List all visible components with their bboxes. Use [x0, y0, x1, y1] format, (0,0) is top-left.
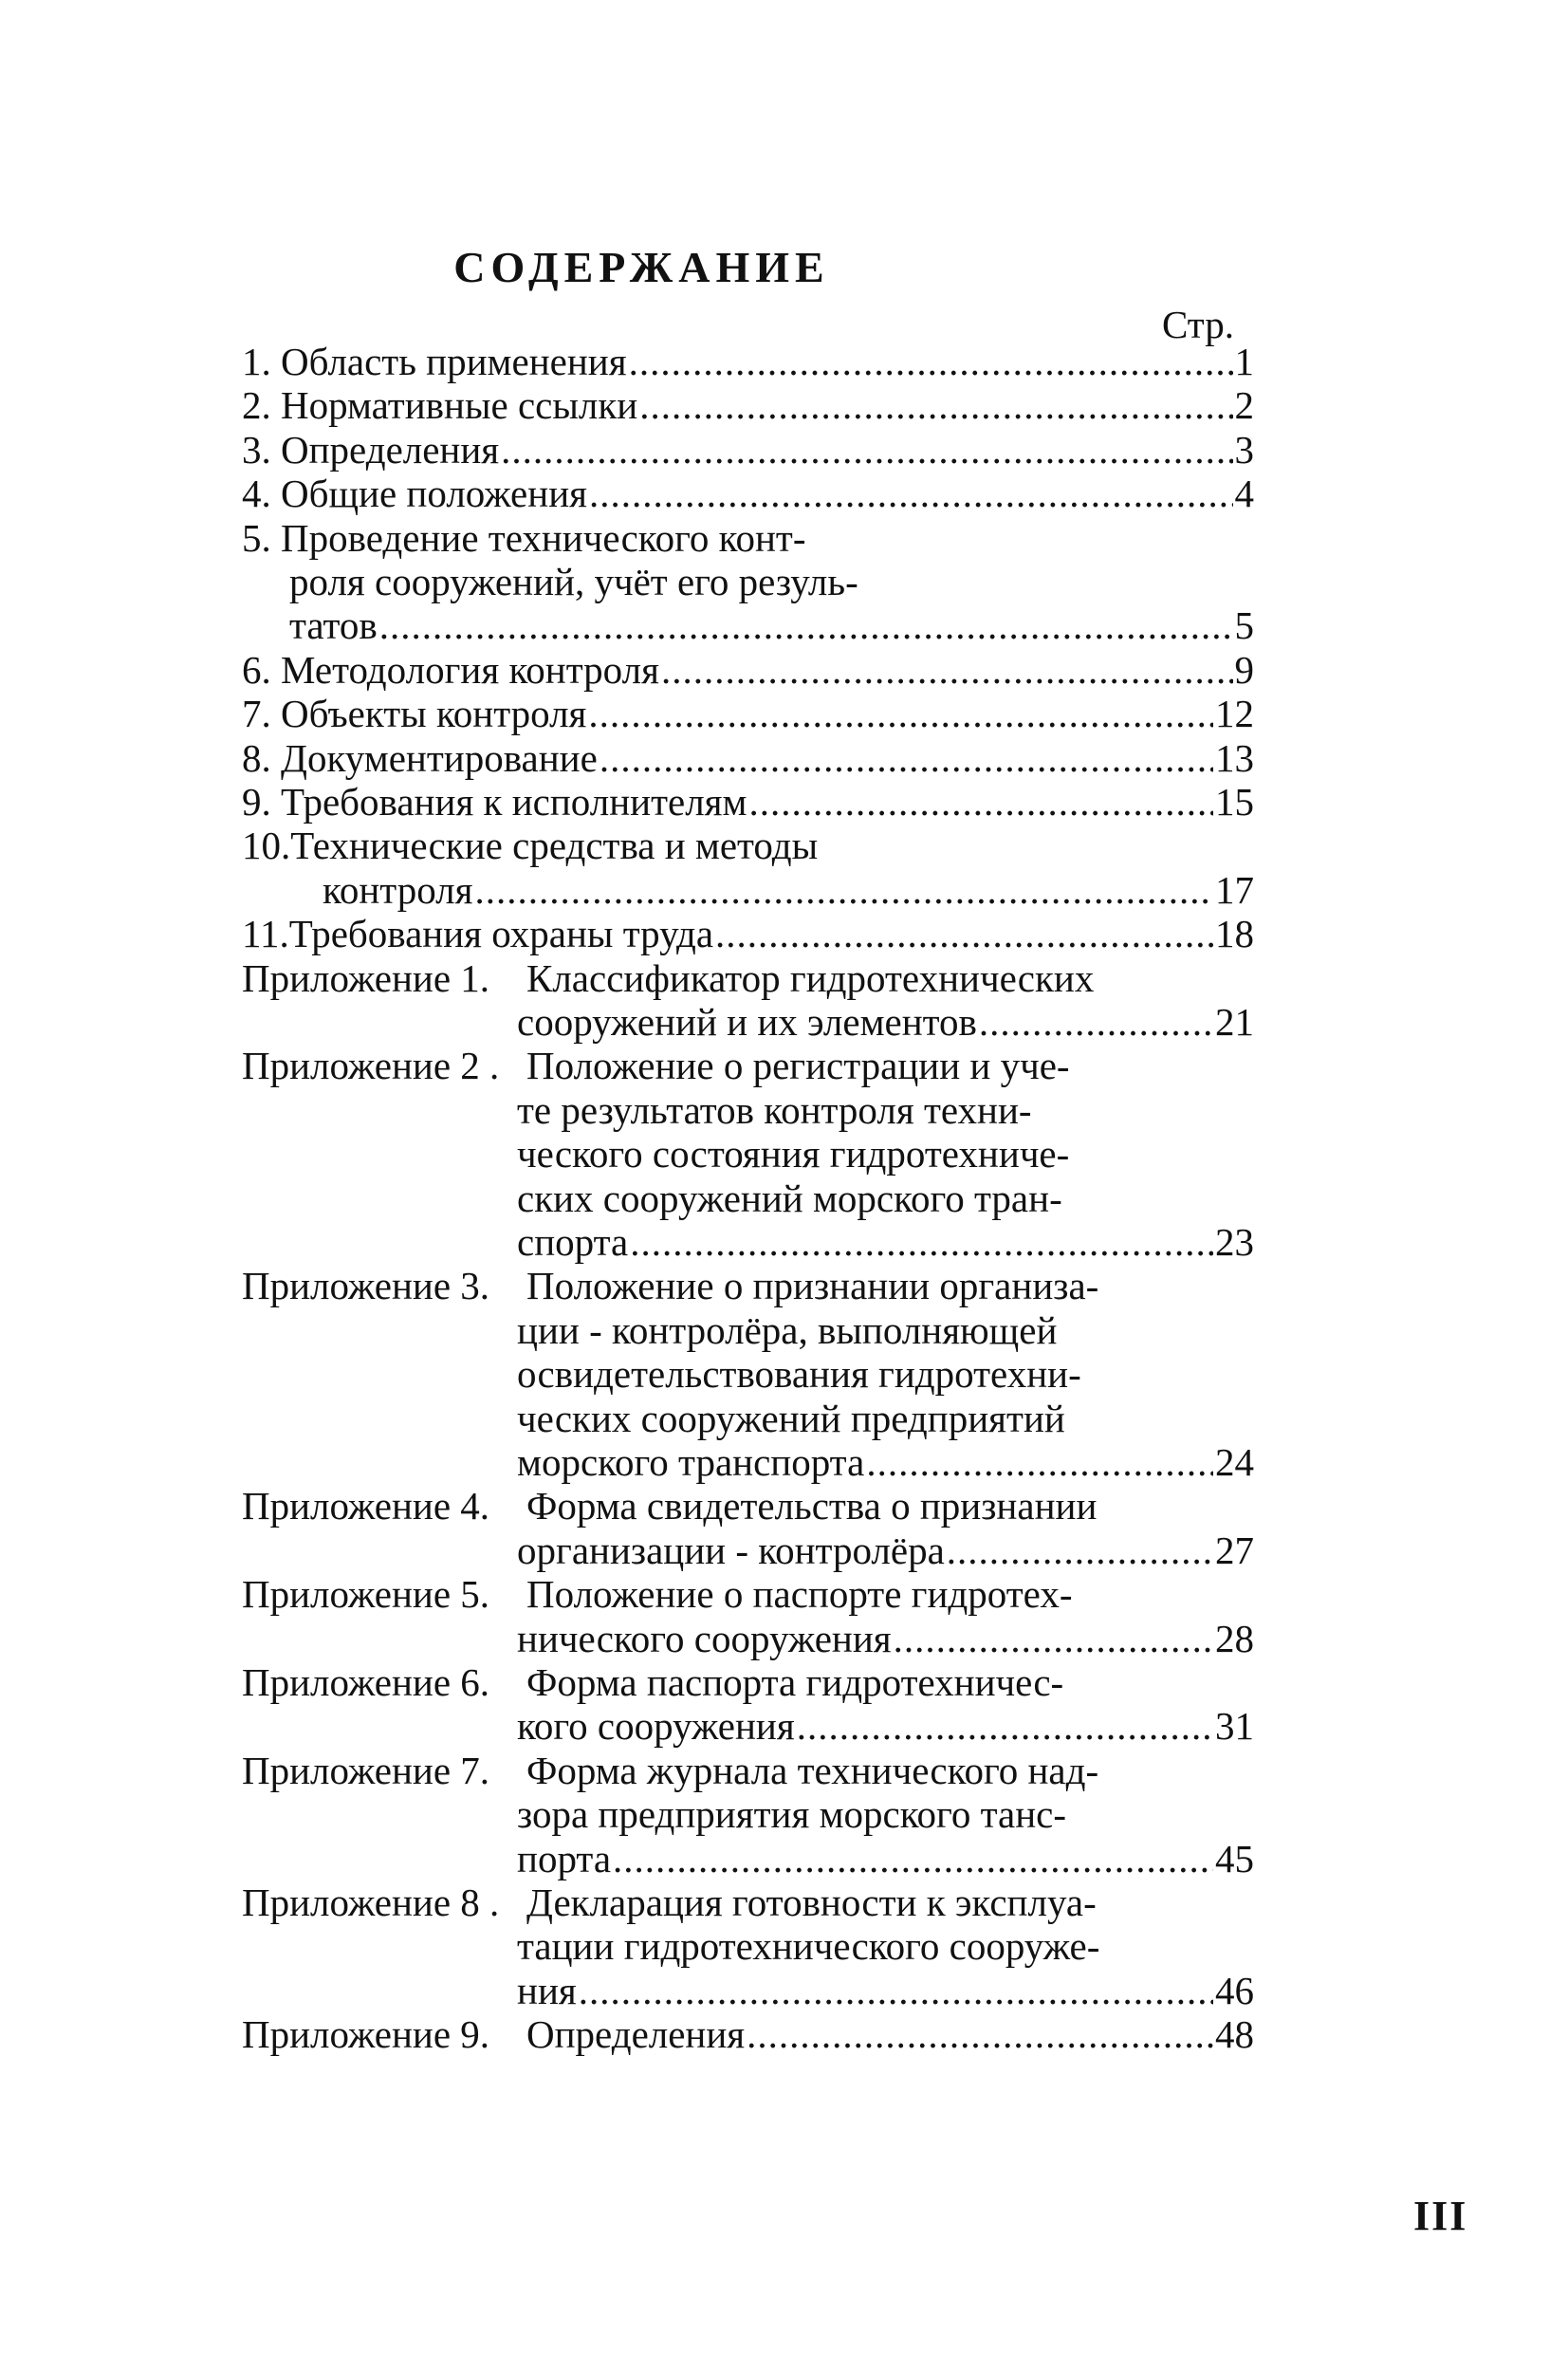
- toc-entry: [517, 1837, 1254, 1881]
- toc-entry-line: [517, 1132, 1069, 1176]
- dot-leader: [579, 1969, 1213, 2012]
- toc-entry-line: [526, 1044, 1070, 1087]
- appendix-label: Приложение 7.: [242, 1748, 490, 1792]
- toc-entry-title: роля сооружений, учёт его резуль-: [289, 560, 858, 603]
- page-title: СОДЕРЖАНИЕ: [453, 243, 830, 291]
- appendix-label: Приложение 1.: [242, 955, 490, 1000]
- dot-leader: [661, 648, 1233, 692]
- toc-page-number: 18: [1215, 912, 1254, 956]
- toc-entry-title: Форма паспорта гидротехничес-: [526, 1660, 1064, 1704]
- toc-entry-title: организации - контролёра: [517, 1528, 945, 1572]
- dot-leader: [748, 780, 1213, 824]
- dot-leader: [715, 912, 1213, 955]
- toc-entry-line: [517, 1397, 1065, 1440]
- toc-entry-title: ских сооружений морского тран-: [517, 1176, 1062, 1220]
- toc-entry-line: [289, 560, 858, 603]
- toc-entry-title: морского транспорта: [517, 1440, 865, 1484]
- dot-leader: [613, 1837, 1213, 1881]
- toc-page-number: 15: [1215, 780, 1254, 824]
- toc-entry: [242, 383, 1254, 427]
- toc-entry: [517, 1969, 1254, 2012]
- toc-entry-title: 2. Нормативные ссылки: [242, 383, 638, 428]
- toc-page-number: 12: [1215, 692, 1254, 736]
- toc-entry-line: [526, 1572, 1072, 1616]
- toc-entry-title: 10.Технические средства и методы: [242, 824, 819, 868]
- dot-leader: [629, 340, 1233, 383]
- toc-entry: [517, 1220, 1254, 1264]
- toc-entry-title: тации гидротехнического сооруже-: [517, 1924, 1100, 1969]
- toc-entry-line: [526, 1264, 1098, 1307]
- toc-entry-title: татов: [289, 603, 378, 648]
- dot-leader: [747, 2012, 1213, 2056]
- toc-entry-title: зора предприятия морского танс-: [517, 1792, 1067, 1837]
- toc-entry: [242, 912, 1254, 955]
- toc-entry-title: ния: [517, 1968, 577, 2012]
- toc-entry-title: Положение о регистрации и уче-: [526, 1044, 1070, 1088]
- toc-entry-title: Классификатор гидротехнических: [526, 955, 1095, 1000]
- toc-entry-title: спорта: [517, 1220, 629, 1264]
- toc-entry-line: [526, 1881, 1097, 1924]
- toc-entry-title: те результатов контроля техни-: [517, 1087, 1032, 1132]
- toc-entry-line: [526, 1749, 1098, 1792]
- toc-entry-title: Положение о признании организа-: [526, 1264, 1099, 1308]
- toc-entry-title: контроля: [323, 867, 473, 912]
- toc-entry-title: Форма журнала технического над-: [526, 1748, 1099, 1792]
- toc-page-number: 4: [1234, 472, 1254, 516]
- toc-entry-line: [517, 1352, 1081, 1396]
- appendix-label: Приложение 9.: [242, 2012, 490, 2057]
- toc-page-number: 48: [1215, 2012, 1254, 2057]
- dot-leader: [630, 1220, 1213, 1264]
- toc-entry-title: ции - контролёра, выполняющей: [517, 1307, 1058, 1352]
- dot-leader: [639, 383, 1232, 427]
- appendix-label: Приложение 6.: [242, 1660, 490, 1704]
- toc-page-number: 23: [1215, 1220, 1254, 1264]
- toc-entry-line: [242, 824, 818, 867]
- dot-leader: [797, 1704, 1213, 1748]
- toc-entry-line: [517, 1088, 1032, 1132]
- toc-entry-title: Положение о паспорте гидротех-: [526, 1572, 1073, 1617]
- toc-page-number: 45: [1215, 1836, 1254, 1881]
- toc-entry-line: [526, 1484, 1097, 1528]
- toc-entry-title: нического сооружения: [517, 1616, 892, 1660]
- appendix-label: Приложение 3.: [242, 1264, 490, 1308]
- toc-entry: [517, 1617, 1254, 1660]
- dot-leader: [474, 868, 1213, 912]
- dot-leader: [866, 1440, 1213, 1484]
- toc-entry: [526, 2012, 1254, 2056]
- toc-entry-line: [526, 956, 1094, 1000]
- toc-entry-title: сооружений и их элементов: [517, 1000, 977, 1044]
- toc-page-number: 28: [1215, 1616, 1254, 1660]
- toc-entry-title: 7. Объекты контроля: [242, 692, 587, 736]
- toc-entry-title: 11.Требования охраны труда: [242, 912, 714, 956]
- toc-page-number: 13: [1215, 735, 1254, 780]
- toc-entry-title: Декларация готовности к эксплуа-: [526, 1881, 1097, 1924]
- toc-entry-line: [517, 1308, 1057, 1352]
- appendix-label: Приложение 2 .: [242, 1044, 500, 1088]
- dot-leader: [589, 472, 1233, 515]
- toc-entry: [517, 1704, 1254, 1748]
- toc-page-number: 9: [1234, 647, 1254, 692]
- toc-entry: [323, 868, 1254, 912]
- toc-entry-title: 3. Определения: [242, 427, 500, 472]
- appendix-label: Приложение 4.: [242, 1484, 490, 1529]
- toc-entry-line: [526, 1660, 1063, 1704]
- toc-entry-title: 5. Проведение технического конт-: [242, 515, 806, 560]
- toc-entry-title: порта: [517, 1836, 612, 1881]
- dot-leader: [600, 736, 1213, 780]
- toc-page-number: 24: [1215, 1440, 1254, 1484]
- toc-entry: [289, 603, 1254, 647]
- toc-page-number: 46: [1215, 1968, 1254, 2012]
- toc-page-number: 5: [1234, 603, 1254, 648]
- toc-page-number: 1: [1234, 340, 1254, 383]
- toc-page-number: 17: [1215, 867, 1254, 912]
- toc-page-number: 21: [1215, 1000, 1254, 1044]
- dot-leader: [894, 1617, 1213, 1660]
- dot-leader: [501, 428, 1232, 472]
- toc-entry: [242, 780, 1254, 824]
- toc-entry-title: освидетельствования гидротехни-: [517, 1352, 1081, 1397]
- toc-entry-line: [242, 516, 806, 560]
- toc-page-number: 27: [1215, 1528, 1254, 1572]
- toc-entry-title: 9. Требования к исполнителям: [242, 780, 747, 824]
- toc-entry-title: 6. Методология контроля: [242, 647, 659, 692]
- toc-entry: [517, 1529, 1254, 1572]
- toc-entry: [517, 1440, 1254, 1484]
- toc-entry: [242, 736, 1254, 780]
- toc-entry: [242, 692, 1254, 735]
- toc-page-number: 2: [1234, 383, 1254, 428]
- toc-entry: [242, 428, 1254, 472]
- appendix-label: Приложение 5.: [242, 1572, 490, 1617]
- toc-page-number: 3: [1234, 427, 1254, 472]
- toc-entry-line: [517, 1792, 1066, 1836]
- toc-entry-line: [517, 1176, 1062, 1220]
- toc-entry: [242, 340, 1254, 383]
- toc-entry: [242, 648, 1254, 692]
- toc-entry-title: Определения: [526, 2012, 746, 2057]
- toc-page-number: 31: [1215, 1704, 1254, 1749]
- toc-entry-title: 4. Общие положения: [242, 472, 587, 516]
- appendix-label: Приложение 8 .: [242, 1881, 500, 1924]
- toc-entry: [517, 1000, 1254, 1044]
- toc-entry: [242, 472, 1254, 515]
- toc-entry-title: Форма свидетельства о признании: [526, 1484, 1098, 1529]
- toc-entry-title: ческих сооружений предприятий: [517, 1396, 1065, 1440]
- dot-leader: [947, 1529, 1213, 1572]
- dot-leader: [379, 603, 1233, 647]
- dot-leader: [979, 1000, 1213, 1044]
- toc-entry-title: ческого состояния гидротехниче-: [517, 1132, 1070, 1176]
- toc-entry-title: кого сооружения: [517, 1704, 795, 1749]
- toc-entry-title: 1. Область применения: [242, 340, 627, 383]
- page-column-label: Стр.: [1162, 303, 1234, 346]
- dot-leader: [588, 692, 1213, 735]
- toc-entry-line: [517, 1924, 1099, 1968]
- toc-entry-title: 8. Документирование: [242, 735, 598, 780]
- page-number: III: [1413, 2193, 1468, 2239]
